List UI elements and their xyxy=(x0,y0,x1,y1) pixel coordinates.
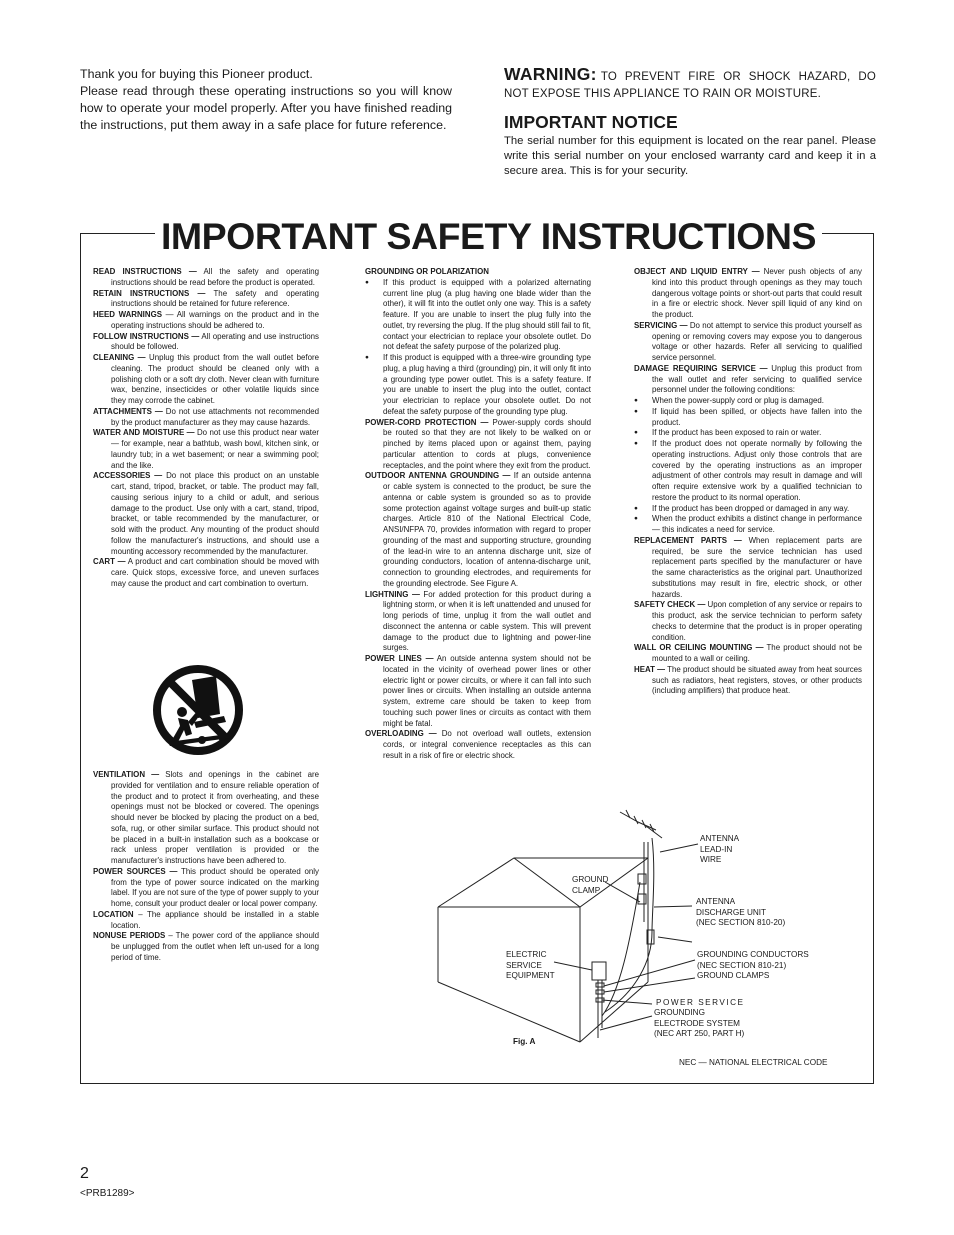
safety-item-text: If an outside antenna or cable system is connected to the product, be sure the antenna or cable system is grounded so as to provide some protection against voltage surges and built-up static charges. Article 810 of the National Electrical Code, ANSI/NFPA 70, provides information with regard to proper grounding of the mast and supporting structure, grounding of the lead-in wire to an antenna discharge unit, size of grounding conductors, location of antenna-discharge unit, connection to grounding electrodes, and requirements for the grounding electrode. See Figure A. xyxy=(383,471,591,588)
label-power-service: POWER SERVICE xyxy=(656,998,745,1007)
safety-item-heading: POWER-CORD PROTECTION — xyxy=(365,417,489,427)
safety-item-text: The product should be situated away from heat sources such as radiators, heat registers, stoves, or other products (including amplifiers) that produce heat. xyxy=(652,664,862,696)
column-1 xyxy=(93,267,319,590)
label-electric-service xyxy=(506,950,555,982)
safety-item xyxy=(93,407,319,429)
safety-item-heading: NONUSE PERIODS xyxy=(93,931,166,941)
warning-line xyxy=(504,66,876,103)
safety-item-heading: RETAIN INSTRUCTIONS — xyxy=(93,288,206,298)
safety-item-heading: ACCESSORIES — xyxy=(93,471,163,481)
service-condition-bullet: ● When the power-supply cord or plug is damaged. xyxy=(634,396,862,407)
service-condition-bullet: ● If the product has been exposed to rain or water. xyxy=(634,428,862,439)
safety-item-heading: POWER SOURCES — xyxy=(93,866,178,876)
safety-item-text: Never push objects of any kind into this product through openings as they may touch dangerous voltage points or short-out parts that could result in a fire or electric shock. Never spill liquid of any kind on the product. xyxy=(652,267,862,319)
label-line: ELECTRIC xyxy=(506,950,547,959)
safety-item-text: The product should not be mounted to a wall or ceiling. xyxy=(652,643,862,663)
safety-item xyxy=(634,267,862,321)
safety-item-heading: ATTACHMENTS — xyxy=(93,406,163,416)
label-grounding-conductors xyxy=(697,950,809,982)
safety-item-text: All operating and use instructions should be followed. xyxy=(111,331,319,352)
safety-item xyxy=(93,867,319,910)
antenna-grounding-figure xyxy=(430,802,870,1082)
safety-item-text: The safety and operating instructions should be retained for future reference. xyxy=(111,288,319,309)
safety-item xyxy=(93,289,319,311)
warning-block xyxy=(504,66,876,180)
safety-item xyxy=(365,471,591,589)
warning-heading: WARNING: xyxy=(504,64,597,84)
safety-item-text: When replacement parts are required, be sure the service technician has used replacement parts specified by the manufacturer or have the same characteristics as the original part. Unauthorized substitutions may result in fire, electric shock, or other hazards. xyxy=(652,535,862,599)
safety-item-text: – The power cord of the appliance should be unplugged from the outlet when left un-used for a long period of time. xyxy=(111,931,319,962)
warning-text: TO PREVENT FIRE OR SHOCK HAZARD, DO NOT EXPOSE THIS APPLIANCE TO RAIN OR MOISTURE. xyxy=(504,71,876,100)
grounding-bullet: ● If this product is equipped with a polarized alternating current line plug (a plug having one blade wider than the other), it will fit into the outlet only one way. This is a safety feature. If you are unable to insert the plug fully into the outlet, try reversing the plug. If the plug should still fail to fit, contact your electrician to replace your obsolete outlet. Do not defeat the safety purpose of the polarized plug. xyxy=(365,278,591,353)
page-number: 2 xyxy=(80,1165,89,1182)
service-condition-bullet: ● If the product has been dropped or damaged in any way. xyxy=(634,504,862,515)
safety-item xyxy=(365,590,591,655)
label-line: GROUNDING CONDUCTORS xyxy=(697,950,809,959)
safety-item-heading: SERVICING — xyxy=(634,320,688,330)
safety-item xyxy=(93,931,319,963)
column-2 xyxy=(365,267,591,762)
safety-item xyxy=(93,557,319,589)
label-line: GROUNDING xyxy=(654,1008,705,1017)
document-code: <PRB1289> xyxy=(80,1188,135,1199)
safety-item-heading: REPLACEMENT PARTS — xyxy=(634,535,742,545)
label-line: LEAD-IN xyxy=(700,844,733,854)
nec-note: NEC — NATIONAL ELECTRICAL CODE xyxy=(679,1058,828,1067)
intro-text xyxy=(80,66,452,134)
safety-item-text: – The appliance should be installed in a stable location. xyxy=(111,909,319,930)
label-line: GROUND xyxy=(572,875,609,884)
safety-item xyxy=(634,364,862,396)
safety-item xyxy=(93,332,319,354)
safety-item-heading: SAFETY CHECK — xyxy=(634,600,706,610)
label-line: ANTENNA xyxy=(700,834,740,843)
figure-drawing xyxy=(430,802,870,1082)
label-line: DISCHARGE UNIT xyxy=(696,907,767,917)
safety-item-text: Slots and openings in the cabinet are provided for ventilation and to ensure reliable operation of the product and to protect it from overheating, and these openings must not be blocked or covered. The openings should never be blocked by placing the product on a bed, sofa, rug, or other similar surface. This product should not be placed in a built-in installation such as a bookcase or rack unless proper ventilation is provided or the manufacturer's instructions have been adhered to. xyxy=(111,770,319,865)
safety-item-text: Do not place this product on an unstable cart, stand, tripod, bracket, or table. The product may fall, causing serious injury to a child or adult, and serious damage to the product. Use only with a cart, stand, tripod, bracket, or table recommended by the manufacturer, or sold with the product. Any mounting of the product should follow the manufacturer's instructions, and should use a mounting accessory recommended by the manufacturer. xyxy=(111,471,319,556)
safety-item xyxy=(93,471,319,557)
notice-text: The serial number for this equipment is located on the rear panel. Please write this serial number on your enclosed warranty card and keep it in a secure area. This is for your security. xyxy=(504,135,876,178)
service-condition-bullet: ● If liquid has been spilled, or objects have fallen into the product. xyxy=(634,407,862,429)
safety-item-heading: LOCATION xyxy=(93,909,134,919)
safety-item xyxy=(93,353,319,407)
safety-item-text: This product should be operated only from the type of power source indicated on the marking label. If you are not sure of the type of power supply to your home, consult your product dealer or local power company. xyxy=(111,866,319,908)
safety-item-text: For added protection for this product during a lightning storm, or when it is left unattended and unused for long periods of time, unplug it from the wall outlet and disconnect the antenna or cable system. This will prevent damage to the product due to lightning and power-line surges. xyxy=(383,589,591,653)
safety-item-text: Do not use attachments not recommended by the product manufacturer as they may cause hazards. xyxy=(111,406,319,427)
safety-item-text: All the safety and operating instructions should be read before the product is operated. xyxy=(111,267,319,287)
safety-item-heading: LIGHTNING — xyxy=(365,589,420,599)
safety-item-heading: POWER LINES — xyxy=(365,654,434,663)
safety-item-heading: CLEANING — xyxy=(93,353,146,362)
label-line: CLAMP xyxy=(572,885,601,895)
safety-item-heading: OVERLOADING — xyxy=(365,729,437,739)
label-line: (NEC ART 250, PART H) xyxy=(654,1029,745,1038)
intro-line: Thank you for buying this Pioneer product. xyxy=(80,67,313,81)
safety-item-heading: HEAT — xyxy=(634,664,666,674)
safety-item-text: Do not use this product near water — for example, near a bathtub, wash bowl, kitchen sink, or laundry tub; in a wet basement; or near a swimming pool; and the like. xyxy=(111,428,319,470)
safety-item-heading: CART — xyxy=(93,557,126,567)
safety-item xyxy=(634,536,862,601)
service-condition-bullet: ● When the product exhibits a distinct change in performance — this indicates a need for service. xyxy=(634,514,862,536)
safety-item xyxy=(93,267,319,289)
label-line: WIRE xyxy=(700,855,722,864)
column-3 xyxy=(634,267,862,697)
column-1-lower xyxy=(93,770,319,964)
label-line: ANTENNA xyxy=(696,897,736,906)
safety-item-heading: DAMAGE REQUIRING SERVICE — xyxy=(634,363,768,373)
figure-caption: Fig. A xyxy=(513,1037,536,1046)
safety-item-text: A product and cart combination should be moved with care. Quick stops, excessive force, and uneven surfaces may cause the product and cart combination to overturn. xyxy=(111,557,319,588)
label-line: GROUND CLAMPS xyxy=(697,971,770,980)
label-line: EQUIPMENT xyxy=(506,971,555,980)
cart-tipover-warning-icon xyxy=(152,664,244,756)
safety-item xyxy=(93,310,319,332)
safety-item-text: An outside antenna system should not be located in the vicinity of overhead power lines or other electric light or power circuits, or where it can fall into such power lines or circuits. When installing an outside antenna system, extreme care should be taken to keep from touching such power lines or circuits as contact with them might be fatal. xyxy=(383,654,591,728)
label-antenna-lead-in xyxy=(700,834,739,866)
label-discharge-unit xyxy=(696,897,785,929)
label-line: (NEC SECTION 810-20) xyxy=(696,918,786,927)
safety-item xyxy=(634,600,862,643)
safety-item-heading: WALL OR CEILING MOUNTING — xyxy=(634,643,764,653)
safety-item xyxy=(365,418,591,472)
safety-item-text: — All warnings on the product and in the operating instructions should be adhered to. xyxy=(111,310,320,330)
safety-item-heading: WATER AND MOISTURE — xyxy=(93,428,195,438)
label-line: SERVICE xyxy=(506,960,542,970)
grounding-title: GROUNDING OR POLARIZATION xyxy=(365,267,489,276)
intro-paragraph: Please read through these operating instructions so you will know how to operate your model properly. After you have finished reading the instructions, put them away in a safe place for future reference. xyxy=(80,84,452,132)
grounding-bullet: ● If this product is equipped with a three-wire grounding type plug, a plug having a third (grounding) pin, it will only fit into a grounding type power outlet. This is a safety feature. If you are unable to insert the plug into the outlet, contact your electrician to replace your obsolete outlet. Do not defeat the safety purpose of the grounding type plug. xyxy=(365,353,591,418)
notice-title: IMPORTANT NOTICE xyxy=(504,112,678,132)
safety-item xyxy=(93,910,319,932)
safety-item-heading: OBJECT AND LIQUID ENTRY — xyxy=(634,267,760,276)
label-line: ELECTRODE SYSTEM xyxy=(654,1018,740,1028)
safety-item xyxy=(634,643,862,665)
safety-item-heading: FOLLOW INSTRUCTIONS — xyxy=(93,331,200,341)
safety-item xyxy=(634,665,862,697)
service-condition-bullet: ● If the product does not operate normally by following the operating instructions. Adjust only those controls that are covered by the operating instructions as an improper adjustment of other controls may result in damage and will often require extensive work by a qualified technician to restore the product to its normal operation. xyxy=(634,439,862,504)
page-title: IMPORTANT SAFETY INSTRUCTIONS xyxy=(155,214,822,258)
label-line: (NEC SECTION 810-21) xyxy=(697,960,787,970)
safety-item-text: Unplug this product from the wall outlet and refer servicing to qualified service personnel under the following conditions: xyxy=(652,363,862,395)
safety-item xyxy=(365,654,591,729)
label-grounding-electrode xyxy=(654,1008,744,1040)
safety-item-text: Unplug this product from the wall outlet before cleaning. The product should be cleaned only with a polishing cloth or a soft dry cloth. Never clean with furniture wax, benzine, insecticides or other volatile liquids since they may corrode the cabinet. xyxy=(111,353,319,405)
label-ground-clamp xyxy=(572,875,608,896)
safety-item-text: Power-supply cords should be routed so that they are not likely to be walked on or pinched by items placed upon or against them, paying particular attention to cords at plugs, convenience receptacles, and the point where they exit from the product. xyxy=(383,417,591,470)
safety-item-heading: HEED WARNINGS xyxy=(93,310,162,319)
safety-item-heading: OUTDOOR ANTENNA GROUNDING — xyxy=(365,471,511,481)
safety-item xyxy=(93,770,319,867)
safety-item xyxy=(93,428,319,471)
safety-item-text: Do not overload wall outlets, extension cords, or integral convenience receptacles as this can result in a risk of fire or electric shock. xyxy=(383,729,591,760)
safety-item-text: Upon completion of any service or repairs to this product, ask the service technician to perform safety checks to determine that the product is in proper operating condition. xyxy=(652,600,862,642)
safety-item-heading: READ INSTRUCTIONS — xyxy=(93,267,197,276)
safety-item xyxy=(365,729,591,761)
safety-item xyxy=(634,321,862,364)
safety-item-heading: VENTILATION — xyxy=(93,770,160,779)
safety-item-text: Do not attempt to service this product yourself as opening or removing covers may expose you to dangerous voltage or other hazards. Refer all servicing to qualified service personnel. xyxy=(652,320,862,362)
